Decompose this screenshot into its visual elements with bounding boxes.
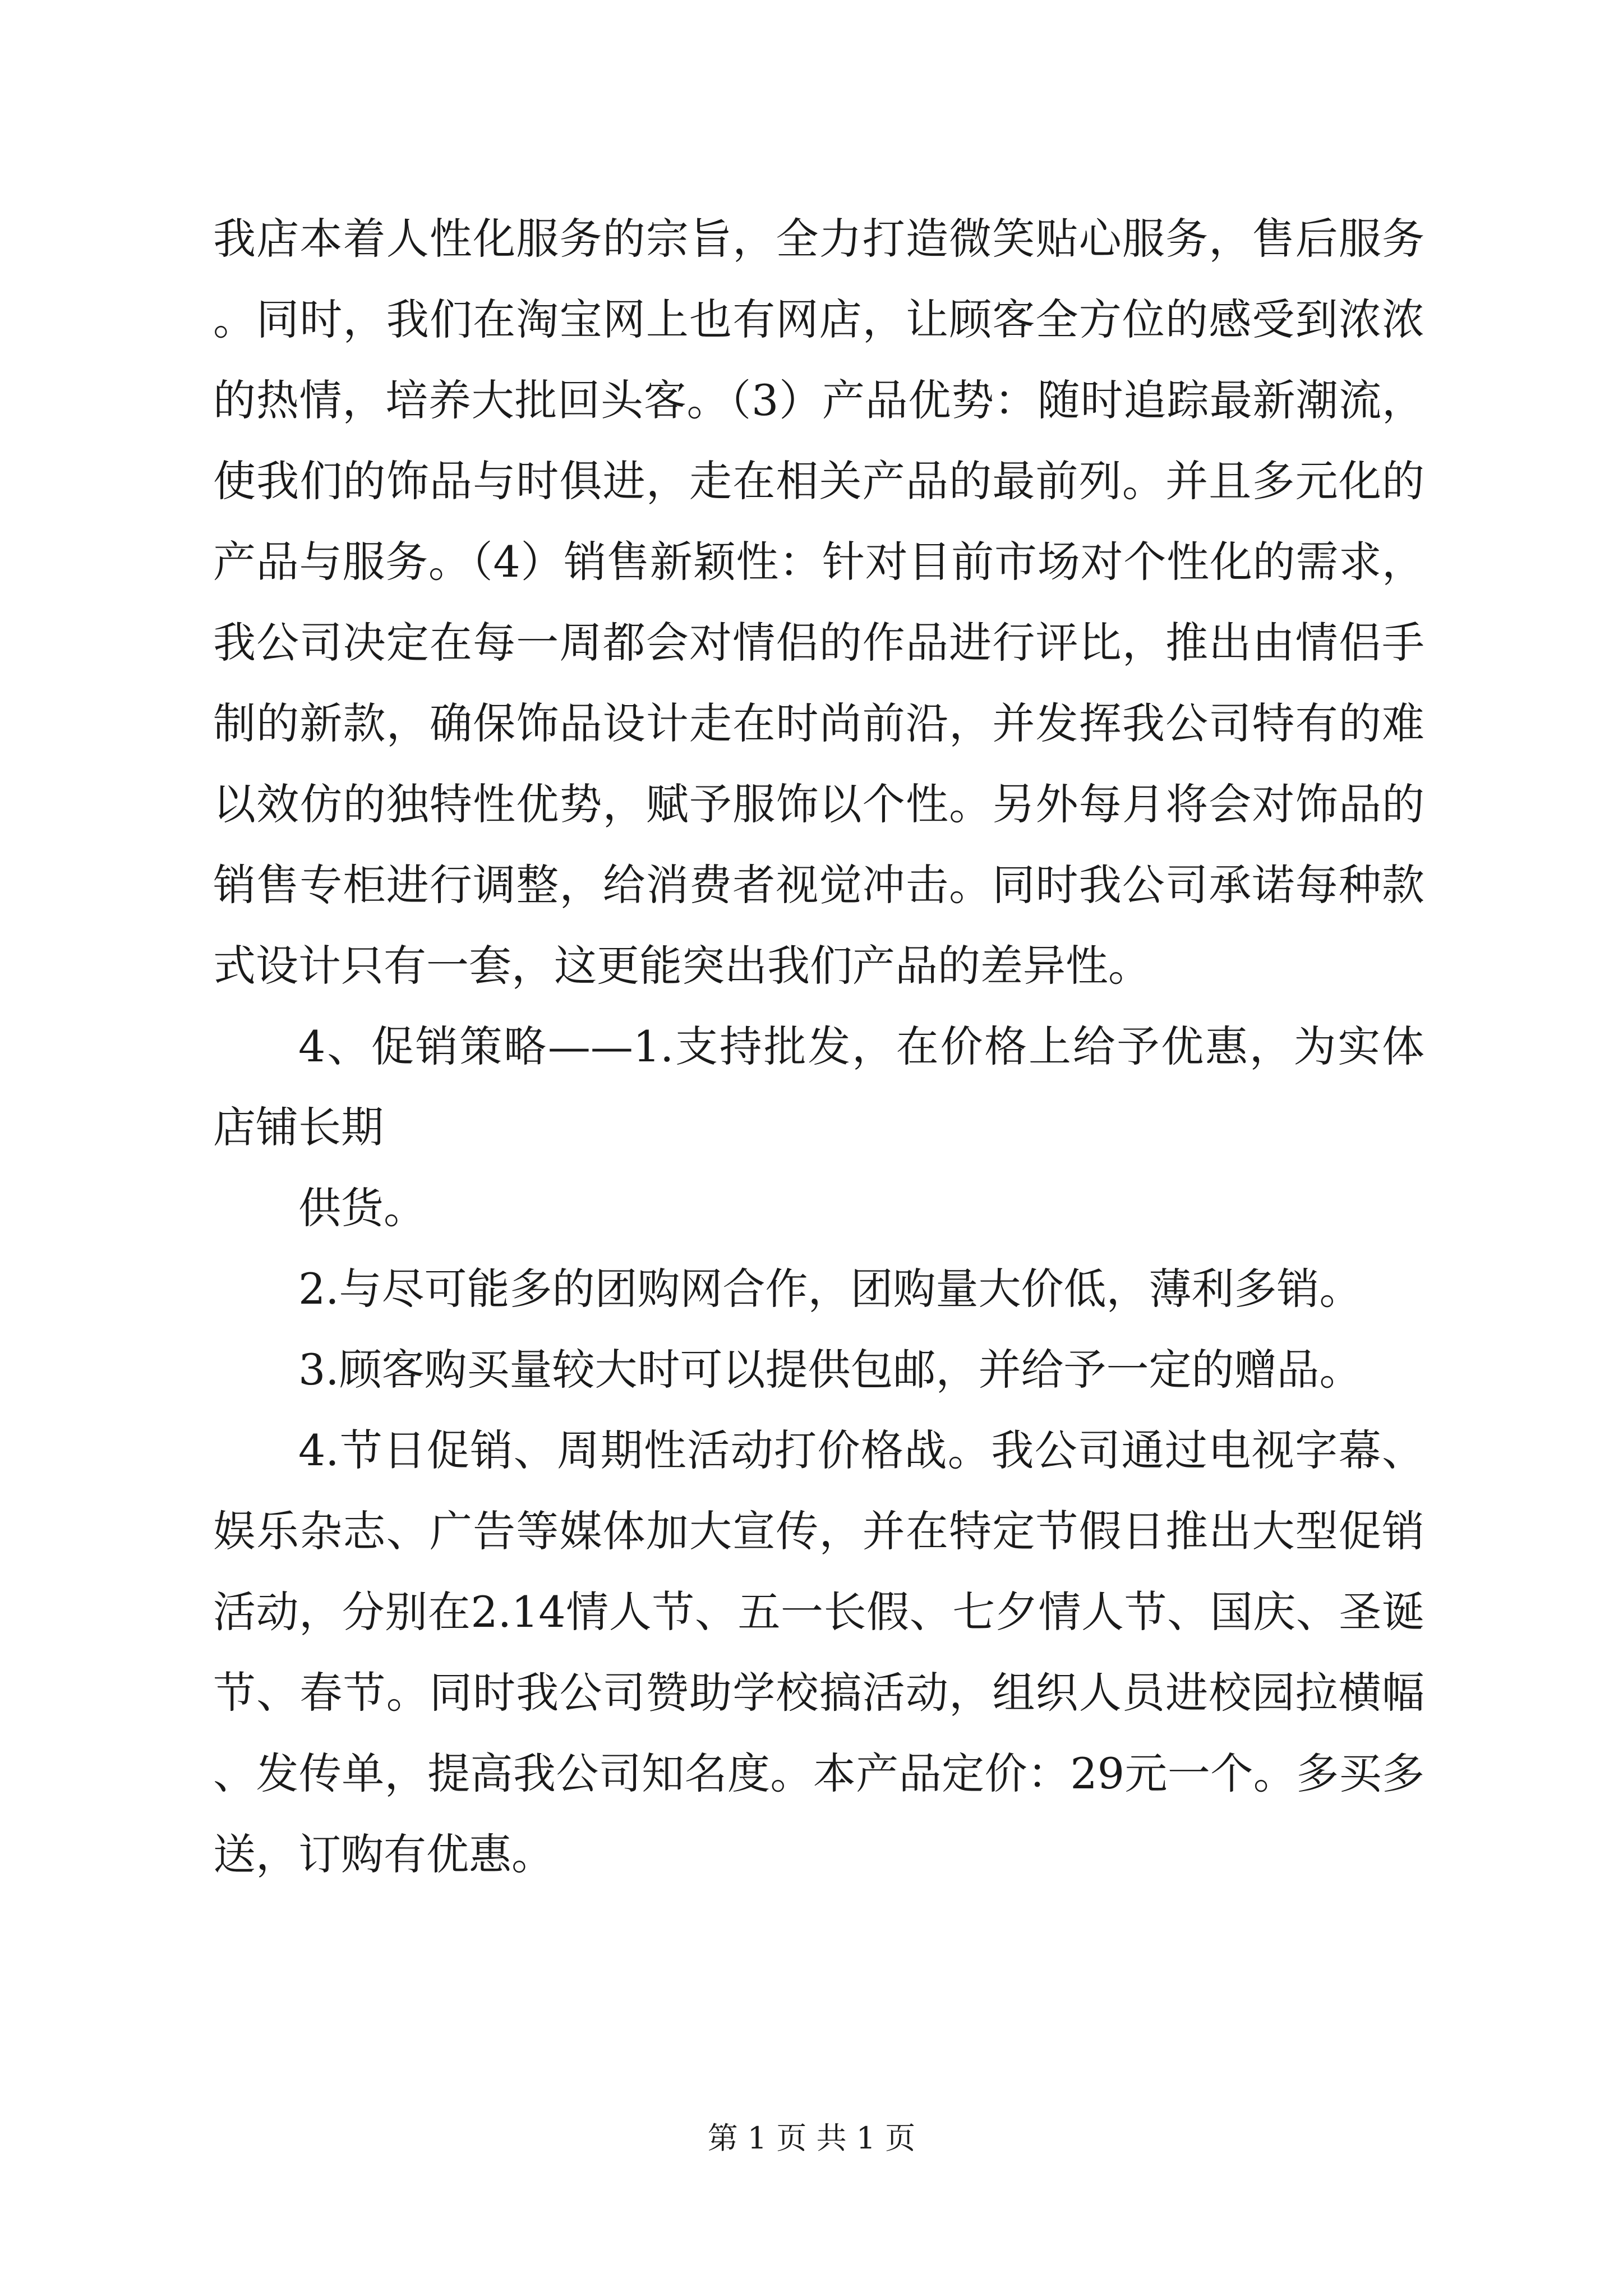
paragraph-supply: 供货。: [298, 1183, 426, 1233]
document-body: [213, 199, 1424, 1895]
paragraph-group-buying: 2.与尽可能多的团购网合作，团购量大价低，薄利多销。: [298, 1264, 1362, 1314]
page-footer: 第 1 页 共 1 页: [707, 2120, 916, 2156]
paragraph-service-and-product: 我店本着人性化服务的宗旨，全力打造微笑贴心服务，售后服务。同时，我们在淘宝网上也有网店，让顾客全方位的感受到浓浓的热情，培养大批回头客。（3）产品优势：随时追踪最新潮流，使我们的饰品与时俱进，走在相关产品的最前列。并且多元化的产品与服务。（4）销售新颖性：针对目前市场对个性化的需求，我公司决定在每一周都会对情侣的作品进行评比，推出由情侣手制的新款，确保饰品设计走在时尚前沿，并发挥我公司特有的难以效仿的独特性优势，赋予服饰以个性。另外每月将会对饰品的销售专柜进行调整，给消费者视觉冲击。同时我公司承诺每种款式设计只有一套，这更能突出我们产品的差异性。: [213, 214, 1424, 991]
paragraph-holiday-promotion: 4.节日促销、周期性活动打价格战。我公司通过电视字幕、娱乐杂志、广告等媒体加大宣传，并在特定节假日推出大型促销活动，分别在2.14情人节、五一长假、七夕情人节、国庆、圣诞节、春节。同时我公司赞助学校搞活动，组织人员进校园拉横幅、发传单，提高我公司知名度。本产品定价：29元一个。多买多送，订购有优惠。: [213, 1425, 1424, 1879]
paragraph-free-shipping: 3.顾客购买量较大时可以提供包邮，并给予一定的赠品。: [298, 1345, 1362, 1395]
paragraph-promotion-strategy: 4、促销策略——1.支持批发，在价格上给予优惠，为实体店铺长期: [213, 1022, 1424, 1152]
